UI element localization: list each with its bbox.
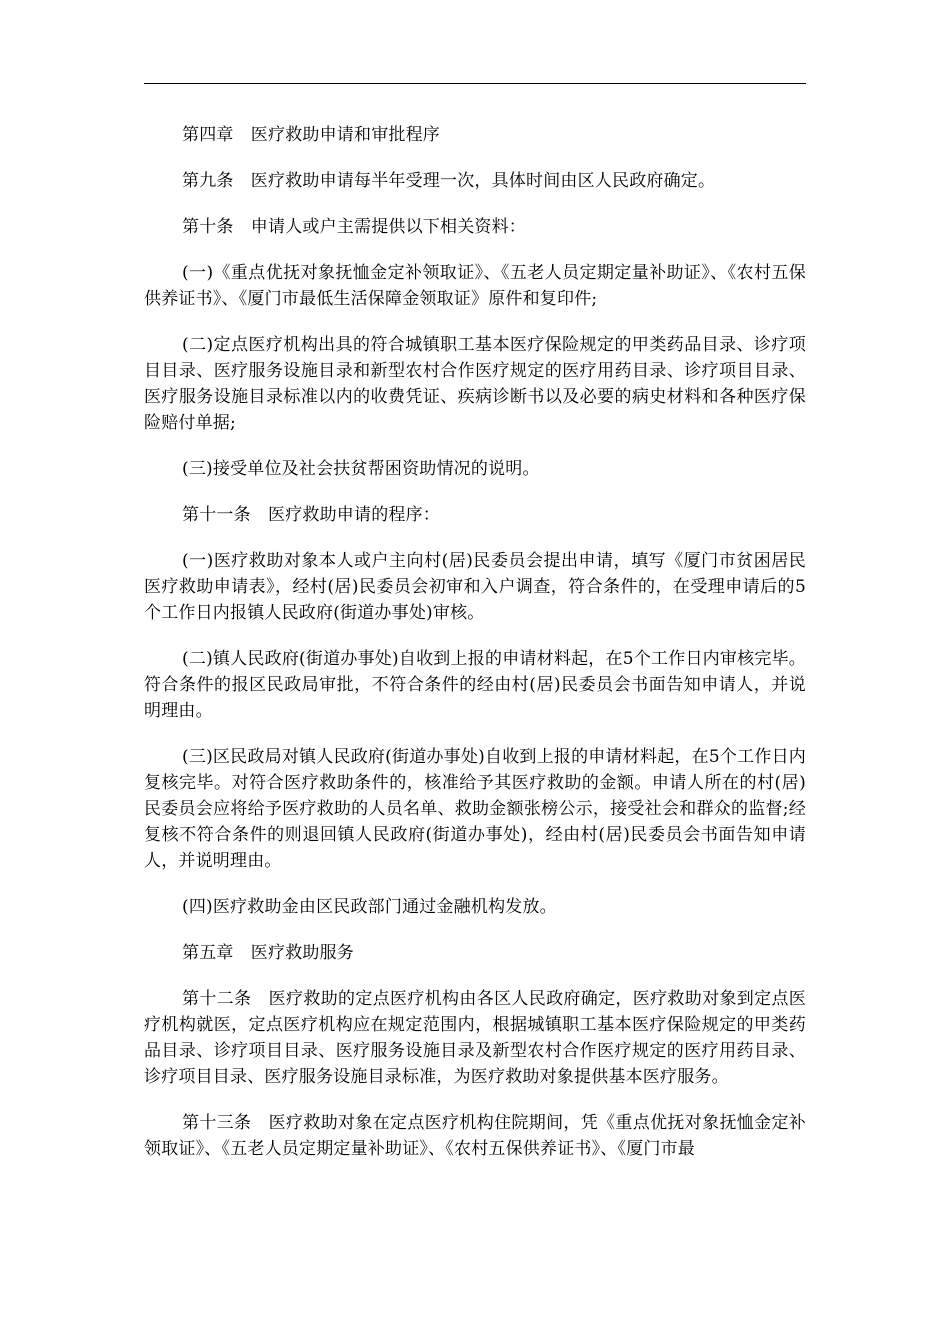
article-9: 第九条 医疗救助申请每半年受理一次，具体时间由区人民政府确定。 (182, 171, 716, 191)
article-11-item-2: (二)镇人民政府(街道办事处)自收到上报的申请材料起，在5个工作日内审核完毕。符合条件的报区民政局审批，不符合条件的经由村(居)民委员会书面告知申请人，并说明理由。 (144, 649, 806, 721)
article-11-item-3: (三)区民政局对镇人民政府(街道办事处)自收到上报的申请材料起，在5个工作日内复核完毕。对符合医疗救助条件的，核准给予其医疗救助的金额。申请人所在的村(居)民委员会应将给予医疗救助的人员名单、救助金额张榜公示，接受社会和群众的监督;经复核不符合条件的则退回镇人民政府(街道办事处)，经由村(居)民委员会书面告知申请人，并说明理由。 (144, 747, 806, 871)
article-10-item-2: (二)定点医疗机构出具的符合城镇职工基本医疗保险规定的甲类药品目录、诊疗项目目录、医疗服务设施目录和新型农村合作医疗规定的医疗用药目录、诊疗项目目录、医疗服务设施目录标准以内的收费凭证、疾病诊断书以及必要的病史材料和各种医疗保险赔付单据; (144, 335, 806, 433)
header-rule (144, 83, 806, 84)
document-body (144, 122, 806, 1182)
article-13: 第十三条 医疗救助对象在定点医疗机构住院期间，凭《重点优抚对象抚恤金定补领取证》、《五老人员定期定量补助证》、《农村五保供养证书》、《厦门市最 (144, 1113, 806, 1159)
chapter-4-heading: 第四章 医疗救助申请和审批程序 (182, 125, 440, 145)
article-10-item-1: (一)《重点优抚对象抚恤金定补领取证》、《五老人员定期定量补助证》、《农村五保供养证书》、《厦门市最低生活保障金领取证》原件和复印件; (144, 263, 806, 309)
article-10-item-3: (三)接受单位及社会扶贫帮困资助情况的说明。 (182, 459, 540, 479)
article-10: 第十条 申请人或户主需提供以下相关资料： (182, 217, 526, 237)
article-12: 第十二条 医疗救助的定点医疗机构由各区人民政府确定，医疗救助对象到定点医疗机构就医，定点医疗机构应在规定范围内，根据城镇职工基本医疗保险规定的甲类药品目录、诊疗项目目录、医疗服务设施目录及新型农村合作医疗规定的医疗用药目录、诊疗项目目录、医疗服务设施目录标准，为医疗救助对象提供基本医疗服务。 (144, 989, 806, 1087)
chapter-5-heading: 第五章 医疗救助服务 (182, 943, 354, 963)
article-11-item-1: (一)医疗救助对象本人或户主向村(居)民委员会提出申请，填写《厦门市贫困居民医疗救助申请表》，经村(居)民委员会初审和入户调查，符合条件的，在受理申请后的5个工作日内报镇人民政府(街道办事处)审核。 (144, 551, 806, 623)
article-11: 第十一条 医疗救助申请的程序： (182, 505, 440, 525)
article-11-item-4: (四)医疗救助金由区民政部门通过金融机构发放。 (182, 897, 557, 917)
